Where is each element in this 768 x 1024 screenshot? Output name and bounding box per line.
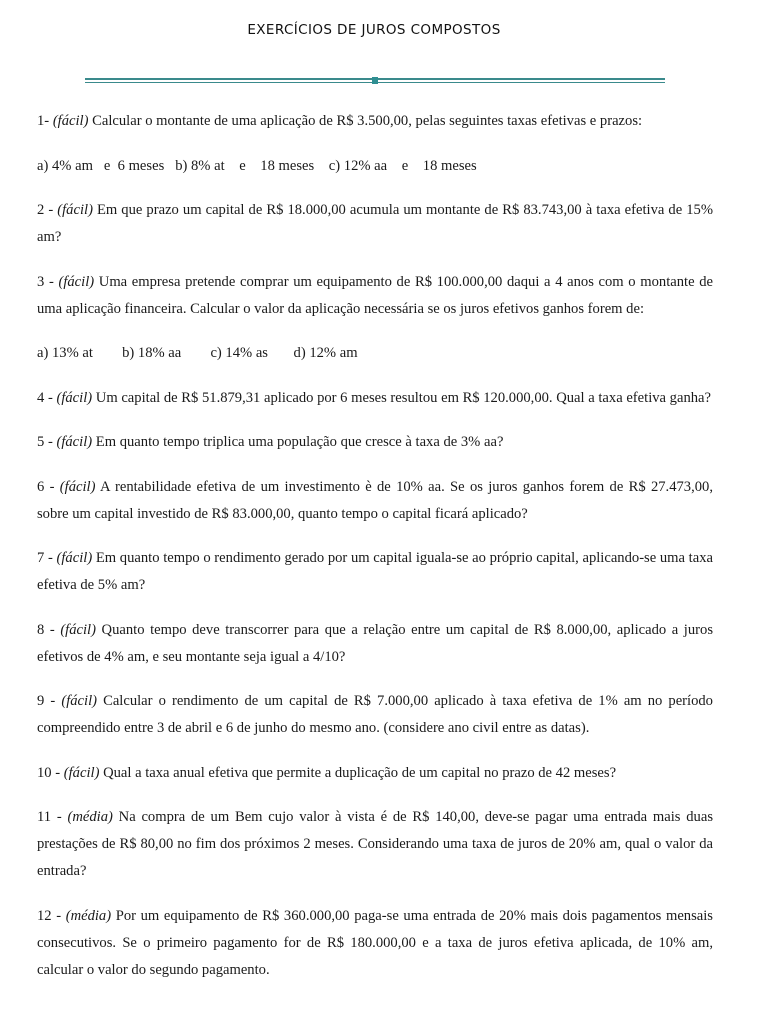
exercise-text: Na compra de um Bem cujo valor à vista é de R$ 140,00, deve-se pagar uma entrada mais duas prestações de R$ 80,00 no fim dos próximos 2 meses. Considerando uma taxa de juros de 20% am, qual o valor da entrada?: [37, 809, 713, 879]
difficulty-label: (fácil): [60, 621, 96, 638]
exercise-text: Em quanto tempo triplica uma população que cresce à taxa de 3% aa?: [92, 434, 504, 450]
exercise-4: [37, 385, 713, 412]
exercise-1-options: [37, 153, 713, 180]
exercise-text: Quanto tempo deve transcorrer para que a relação entre um capital de R$ 8.000,00, aplicado a juros efetivos de 4% am, e seu montante seja igual a 4/10?: [37, 621, 713, 665]
exercise-number: 12 -: [37, 907, 66, 924]
exercise-5: [37, 429, 713, 456]
exercise-text: Em quanto tempo o rendimento gerado por um capital iguala-se ao próprio capital, aplicando-se uma taxa efetiva de 5% am?: [37, 550, 713, 593]
exercise-text: Por um equipamento de R$ 360.000,00 paga-se uma entrada de 20% mais dois pagamentos mensais consecutivos. Se o primeiro pagamento for de R$ 180.000,00 e a taxa de juros efetiva aplicada, de 10% am, calcular o valor do segundo pagamento.: [37, 907, 713, 978]
exercise-number: 9 -: [37, 693, 62, 709]
exercise-list: [37, 108, 713, 1001]
difficulty-label: (média): [65, 907, 112, 924]
difficulty-label: (fácil): [63, 764, 100, 781]
exercise-text: Calcular o montante de uma aplicação de R$ 3.500,00, pelas seguintes taxas efetivas e prazos:: [88, 113, 643, 129]
difficulty-label: (fácil): [56, 389, 93, 406]
exercise-number: 6 -: [37, 478, 60, 495]
exercise-number: 1-: [37, 113, 53, 129]
exercise-6: [37, 474, 713, 528]
exercise-text: Em que prazo um capital de R$ 18.000,00 acumula um montante de R$ 83.743,00 à taxa efetiva de 15% am?: [37, 202, 713, 245]
exercise-number: 4 -: [37, 389, 57, 406]
exercise-9: [37, 688, 713, 742]
exercise-number: 5 -: [37, 434, 57, 450]
title-divider: [85, 77, 665, 85]
document-title: EXERCÍCIOS DE JUROS COMPOSTOS: [247, 22, 501, 38]
exercise-11: [37, 804, 713, 885]
exercise-2: [37, 197, 713, 251]
exercise-number: 10 -: [37, 764, 64, 781]
exercise-text: Uma empresa pretende comprar um equipamento de R$ 100.000,00 daqui a 4 anos com o montante de uma aplicação financeira. Calcular o valor da aplicação necessária se os juros efetivos ganhos forem de:: [37, 273, 713, 317]
exercise-text: Qual a taxa anual efetiva que permite a duplicação de um capital no prazo de 42 meses?: [99, 764, 617, 781]
difficulty-label: (média): [67, 809, 113, 825]
difficulty-label: (fácil): [61, 693, 97, 709]
answer-options: a) 13% at b) 18% aa c) 14% as d) 12% am: [37, 345, 358, 361]
exercise-number: 2 -: [37, 202, 58, 218]
exercise-text: Calcular o rendimento de um capital de R$ 7.000,00 aplicado à taxa efetiva de 1% am no período compreendido entre 3 de abril e 6 de junho do mesmo ano. (considere ano civil entre as datas).: [37, 693, 713, 736]
exercise-8: [37, 617, 713, 671]
difficulty-label: (fácil): [57, 202, 93, 218]
exercise-7: [37, 545, 713, 599]
exercise-number: 11 -: [37, 809, 68, 825]
exercise-10: [37, 760, 713, 787]
difficulty-label: (fácil): [52, 113, 89, 129]
exercise-12: [37, 903, 713, 984]
answer-options: a) 4% am e 6 meses b) 8% at e 18 meses c) 12% aa e 18 meses: [37, 157, 477, 174]
exercise-text: Um capital de R$ 51.879,31 aplicado por 6 meses resultou em R$ 120.000,00. Qual a taxa efetiva ganha?: [92, 389, 711, 406]
exercise-text: A rentabilidade efetiva de um investimento è de 10% aa. Se os juros ganhos forem de R$ 27.473,00, sobre um capital investido de R$ 83.000,00, quanto tempo o capital ficará aplicado?: [37, 478, 713, 522]
difficulty-label: (fácil): [56, 434, 93, 450]
exercise-1: [37, 108, 713, 135]
exercise-number: 7 -: [37, 550, 57, 566]
exercise-3-options: [37, 340, 713, 367]
exercise-number: 8 -: [37, 621, 61, 638]
difficulty-label: (fácil): [56, 550, 93, 566]
difficulty-label: (fácil): [59, 478, 96, 495]
difficulty-label: (fácil): [58, 273, 95, 290]
exercise-number: 3 -: [37, 273, 59, 290]
exercise-3: [37, 269, 713, 323]
